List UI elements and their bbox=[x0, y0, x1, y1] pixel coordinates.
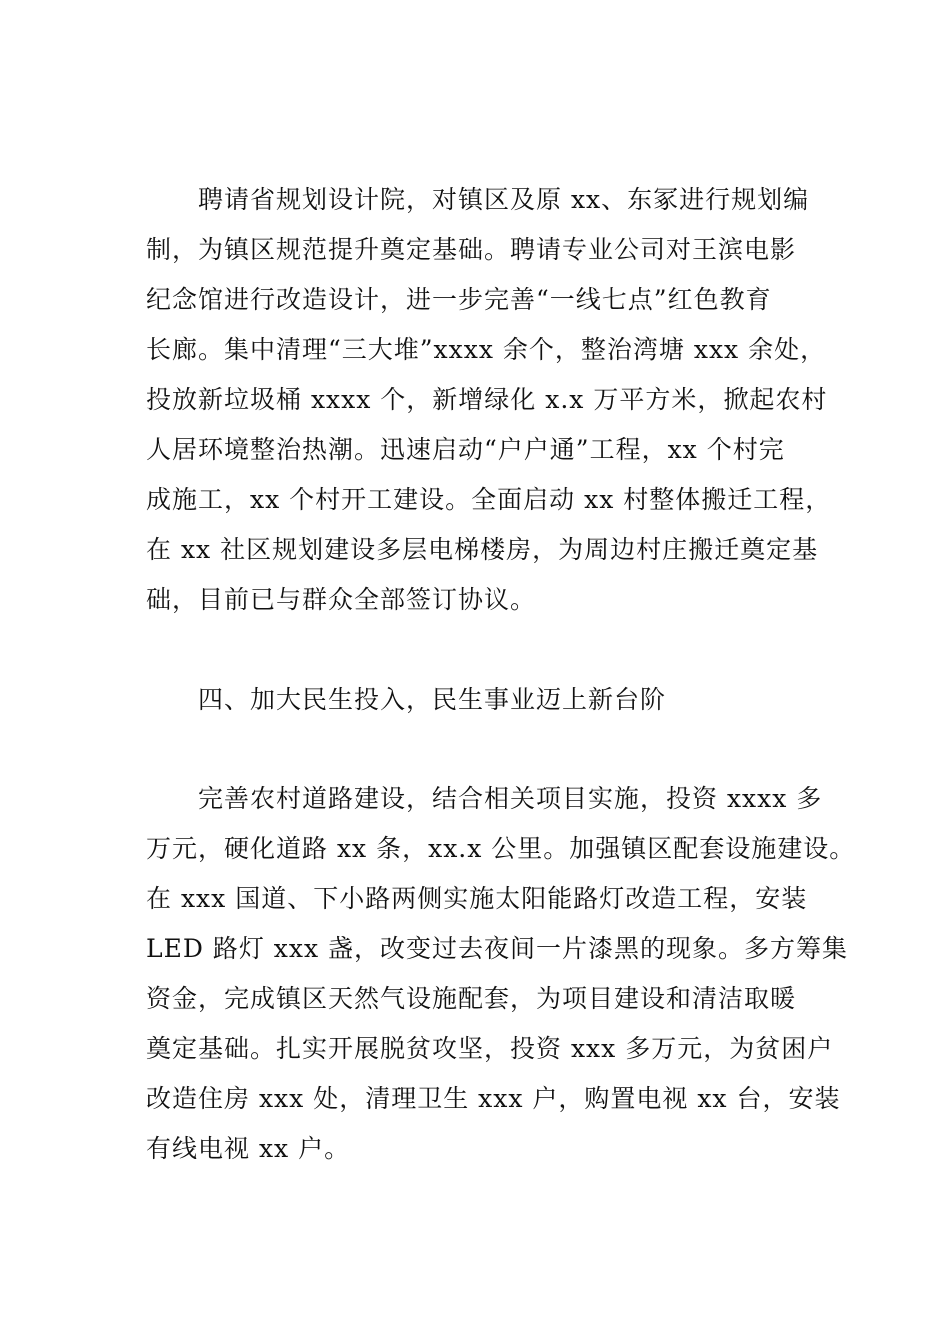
paragraph-line: 在 xx 社区规划建设多层电梯楼房，为周边村庄搬迁奠定基 bbox=[146, 535, 819, 564]
paragraph-line: 人居环境整治热潮。迅速启动“户户通”工程，xx 个村完 bbox=[146, 435, 785, 464]
paragraph-line: 在 xxx 国道、下小路两侧实施太阳能路灯改造工程，安装 bbox=[146, 884, 808, 913]
paragraph-line: 纪念馆进行改造设计，进一步完善“一线七点”红色教育 bbox=[146, 285, 772, 314]
paragraph-line: 投放新垃圾桶 xxxx 个，新增绿化 x.x 万平方米，掀起农村 bbox=[146, 385, 828, 414]
paragraph-line: 成施工，xx 个村开工建设。全面启动 xx 村整体搬迁工程， bbox=[146, 485, 832, 514]
paragraph-line: 制，为镇区规范提升奠定基础。聘请专业公司对王滨电影 bbox=[146, 235, 797, 264]
paragraph-line: 万元，硬化道路 xx 条，xx.x 公里。加强镇区配套设施建设。 bbox=[146, 834, 856, 863]
section-heading: 四、加大民生投入，民生事业迈上新台阶 bbox=[198, 685, 667, 714]
paragraph-line: 础，目前已与群众全部签订协议。 bbox=[146, 585, 537, 614]
paragraph-line: 资金，完成镇区天然气设施配套，为项目建设和清洁取暖 bbox=[146, 984, 797, 1013]
paragraph-line: 奠定基础。扎实开展脱贫攻坚，投资 xxx 多万元，为贫困户 bbox=[146, 1034, 834, 1063]
paragraph-line: 完善农村道路建设，结合相关项目实施，投资 xxxx 多 bbox=[198, 784, 823, 813]
paragraph-line: 长廊。集中清理“三大堆”xxxx 余个，整治湾塘 xxx 余处， bbox=[146, 335, 827, 364]
paragraph-line: LED 路灯 xxx 盏，改变过去夜间一片漆黑的现象。多方筹集 bbox=[146, 934, 849, 963]
paragraph-line: 有线电视 xx 户。 bbox=[146, 1134, 351, 1163]
paragraph-line: 改造住房 xxx 处，清理卫生 xxx 户，购置电视 xx 台，安装 bbox=[146, 1084, 841, 1113]
paragraph-line: 聘请省规划设计院，对镇区及原 xx、东冢进行规划编 bbox=[198, 185, 810, 214]
